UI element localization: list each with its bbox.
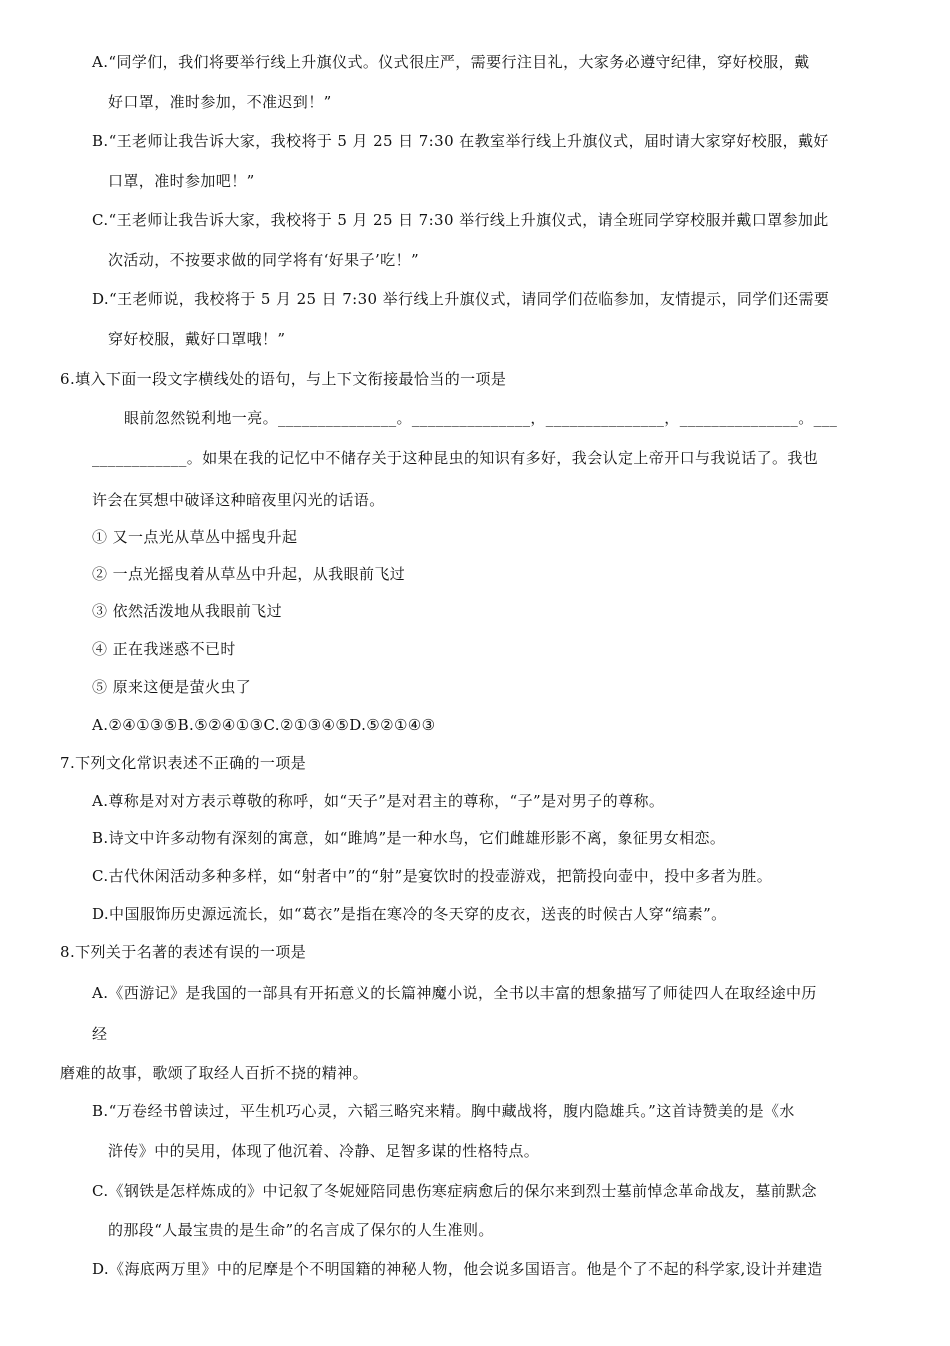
q7-option-b: B.诗文中许多动物有深刻的寓意，如“雎鸠”是一种水鸟，它们雌雄形影不离，象征男女相恋。 [92,829,726,847]
q6-stem: 6.填入下面一段文字横线处的语句，与上下文衔接最恰当的一项是 [60,370,507,388]
q8-option-b-line2: 浒传》中的吴用，体现了他沉着、冷静、足智多谋的性格特点。 [108,1142,540,1160]
q6-sentence-1: ① 又一点光从草丛中摇曳升起 [92,528,298,546]
q7-option-a: A.尊称是对对方表示尊敬的称呼，如“天子”是对君主的尊称，“子”是对男子的尊称。 [92,792,665,810]
q7-option-c: C.古代休闲活动多种多样，如“射者中”的“射”是宴饮时的投壶游戏，把箭投向壶中，投中多者为胜。 [92,867,773,885]
q8-option-a-line2: 经 [92,1025,108,1043]
q7-option-d: D.中国服饰历史源远流长，如“葛衣”是指在寒冷的冬天穿的皮衣，送丧的时候古人穿“缟素”。 [92,905,727,923]
q5-option-b-line1: B.“王老师让我告诉大家，我校将于 5 月 25 日 7:30 在教室举行线上升旗仪式，届时请大家穿好校服，戴好 [92,132,829,150]
q6-sentence-4: ④ 正在我迷惑不已时 [92,640,236,658]
q5-option-a-line1: A.“同学们，我们将要举行线上升旗仪式。仪式很庄严，需要行注目礼，大家务必遵守纪律，穿好校服，戴 [92,53,810,71]
q5-option-d-line2: 穿好校服，戴好口罩哦！” [108,330,286,348]
q8-option-c-line1: C.《钢铁是怎样炼成的》中记叙了冬妮娅陪同患伤寒症病愈后的保尔来到烈士墓前悼念革命战友，墓前默念 [92,1182,817,1200]
q8-option-a-line3: 磨难的故事，歌颂了取经人百折不挠的精神。 [60,1064,369,1082]
q8-option-d-line1: D.《海底两万里》中的尼摩是个不明国籍的神秘人物，他会说多国语言。他是个了不起的科学家,设计并建造 [92,1260,823,1278]
q5-option-c-line1: C.“王老师让我告诉大家，我校将于 5 月 25 日 7:30 举行线上升旗仪式，请全班同学穿校服并戴口罩参加此 [92,211,829,229]
q5-option-b-line2: 口罩，准时参加吧！” [108,172,255,190]
q6-passage-line2: ____________。如果在我的记忆中不储存关于这种昆虫的知识有多好，我会认定上帝开口与我说话了。我也 [92,449,819,467]
q6-passage-line3: 许会在冥想中破译这种暗夜里闪光的话语。 [92,491,385,509]
q6-options: A.②④①③⑤B.⑤②④①③C.②①③④⑤D.⑤②①④③ [92,716,436,734]
q8-option-a-line1: A.《西游记》是我国的一部具有开拓意义的长篇神魔小说，全书以丰富的想象描写了师徒四人在取经途中历 [92,984,817,1002]
q5-option-c-line2: 次活动，不按要求做的同学将有‘好果子’吃！” [108,251,420,269]
q5-option-a-line2: 好口罩，准时参加，不准迟到！” [108,93,332,111]
q6-sentence-3: ③ 依然活泼地从我眼前飞过 [92,602,282,620]
q8-option-c-line2: 的那段“人最宝贵的是生命”的名言成了保尔的人生准则。 [108,1221,494,1239]
q6-sentence-2: ② 一点光摇曳着从草丛中升起，从我眼前飞过 [92,565,406,583]
q8-option-b-line1: B.“万卷经书曾读过，平生机巧心灵，六韬三略究来精。胸中藏战将，腹内隐雄兵。”这首诗赞美的是《水 [92,1102,795,1120]
q5-option-d-line1: D.“王老师说，我校将于 5 月 25 日 7:30 举行线上升旗仪式，请同学们莅临参加，友情提示，同学们还需要 [92,290,830,308]
q6-passage-line1: 眼前忽然锐利地一亮。_______________。_______________，_______________，_______________。___ [124,409,838,427]
q8-stem: 8.下列关于名著的表述有误的一项是 [60,943,307,961]
q7-stem: 7.下列文化常识表述不正确的一项是 [60,754,307,772]
q6-sentence-5: ⑤ 原来这便是萤火虫了 [92,678,252,696]
